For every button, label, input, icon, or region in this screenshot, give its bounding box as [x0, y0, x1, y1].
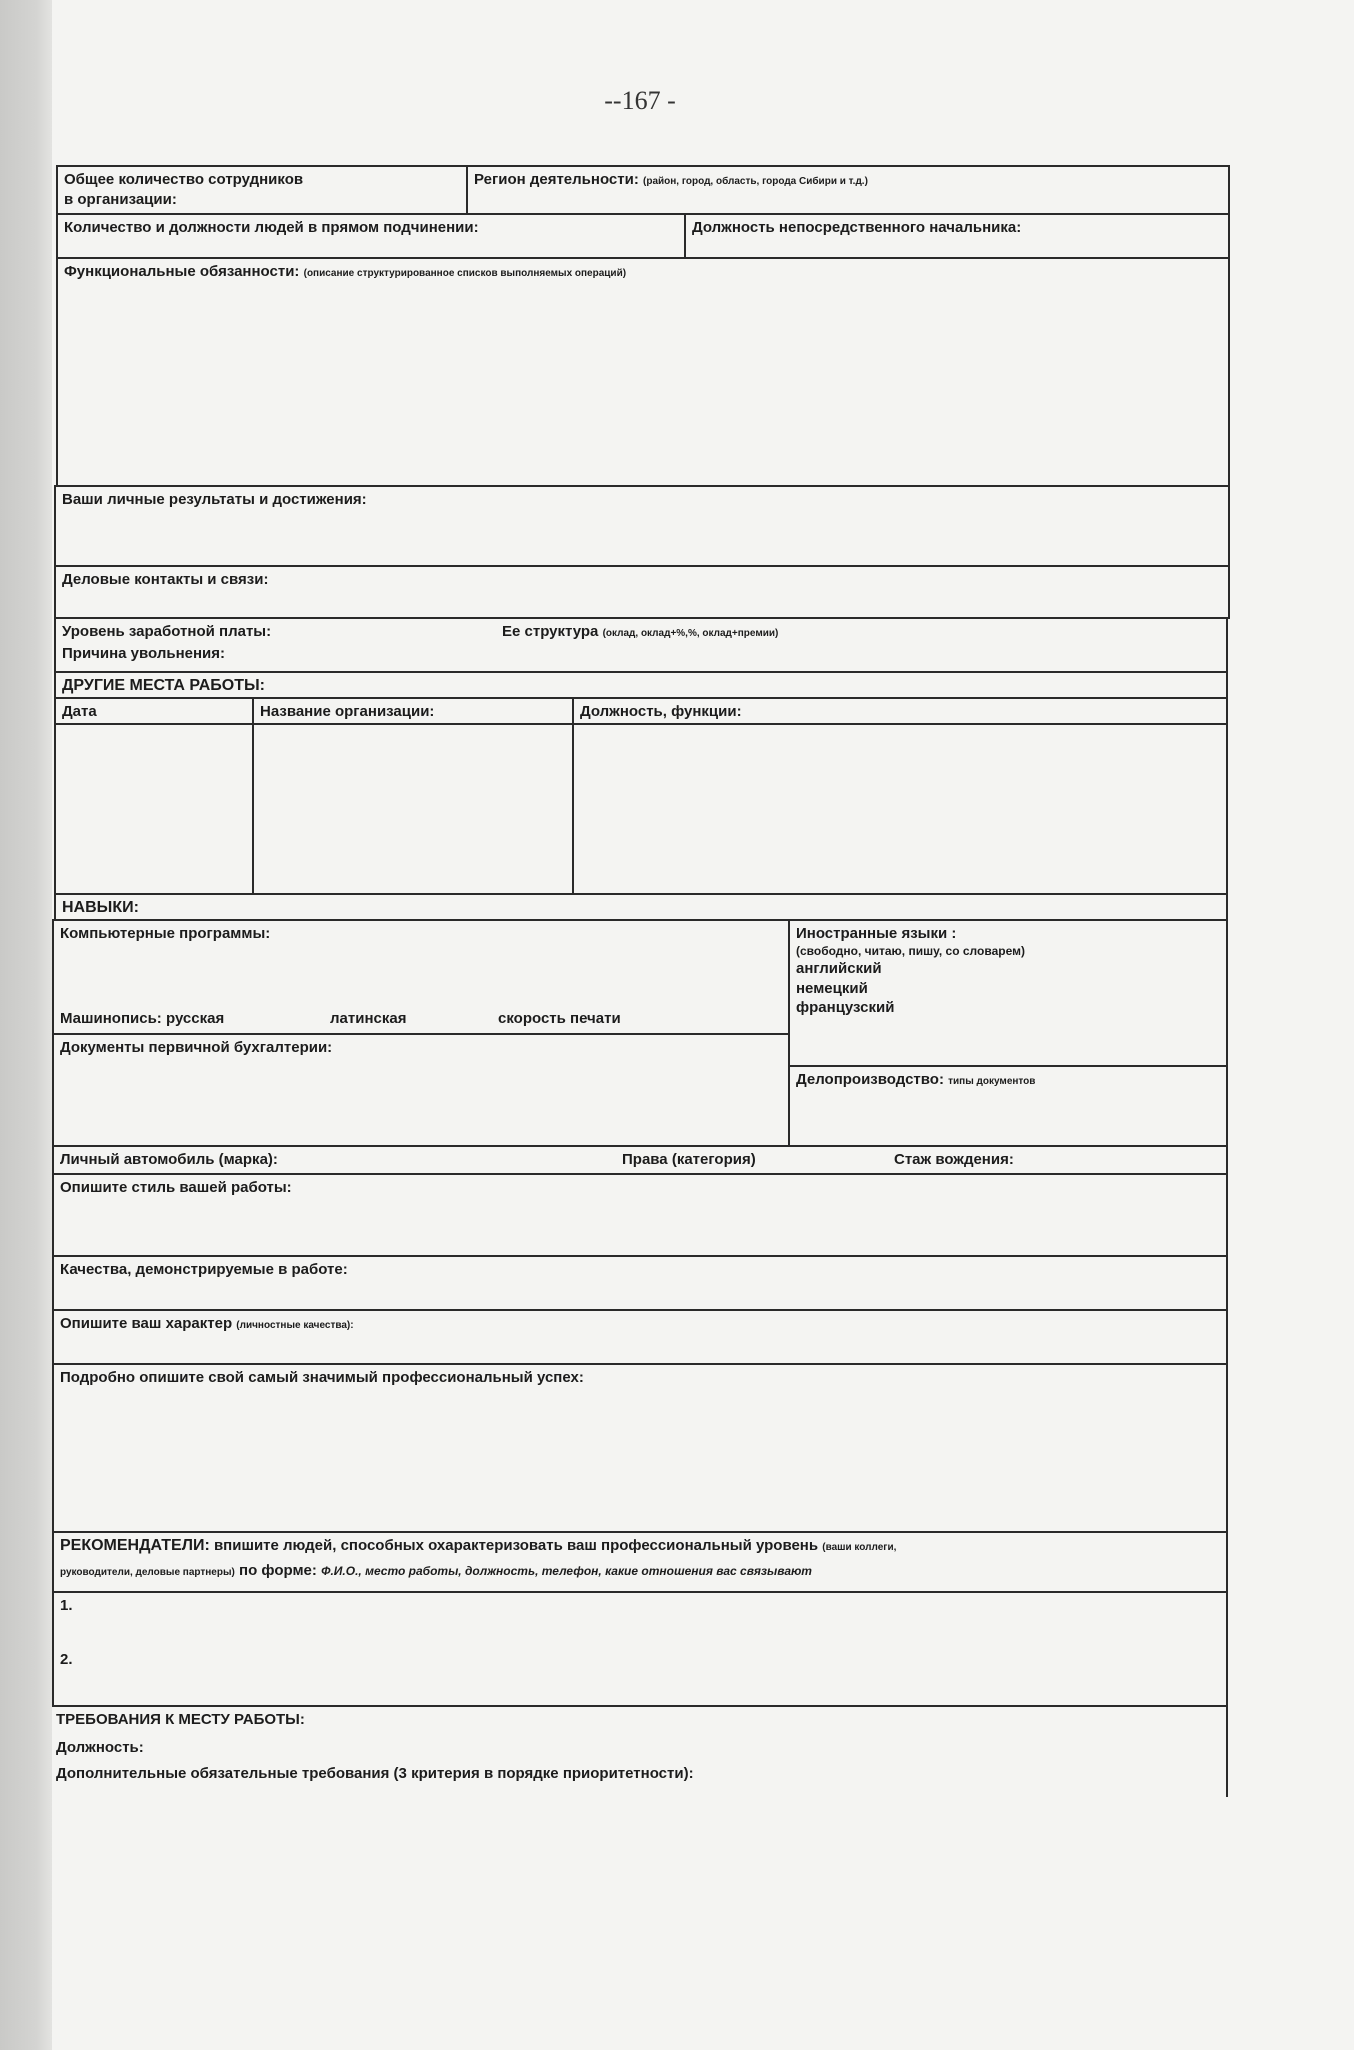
page-number: --167 - [604, 86, 676, 115]
driving-exp-label: Стаж вождения: [894, 1151, 1014, 1168]
col-date-header [54, 697, 254, 725]
reference-item-1: 1. [60, 1597, 73, 1614]
accounting-docs-field[interactable] [52, 1033, 790, 1147]
region-field[interactable] [466, 165, 1230, 215]
records-field[interactable] [788, 1065, 1228, 1147]
qualities-field[interactable] [52, 1255, 1228, 1311]
manager-position-field[interactable] [684, 213, 1230, 259]
references-list[interactable] [52, 1591, 1228, 1707]
skills-heading: НАВЫКИ: [54, 893, 1228, 921]
achievements-label: Ваши личные результаты и достижения: [62, 491, 367, 508]
scan-gutter [0, 0, 52, 2050]
requirements-top-border [52, 1705, 1228, 1707]
references-hint-1: (ваши коллеги, [822, 1542, 897, 1553]
col-org-label: Название организации: [260, 703, 435, 720]
subordinates-field[interactable] [56, 213, 686, 259]
languages-field[interactable] [788, 919, 1228, 1067]
requirements-right-border [1226, 1705, 1228, 1797]
employees-count-label-2: в организации: [64, 190, 177, 208]
dismissal-reason-label: Причина увольнения: [62, 645, 226, 662]
col-org-header [252, 697, 574, 725]
accounting-docs-label: Документы первичной бухгалтерии: [60, 1039, 333, 1056]
col-date-label: Дата [62, 703, 97, 720]
character-label: Опишите ваш характер [60, 1315, 233, 1332]
references-form-fields: Ф.И.О., место работы, должность, телефон, какие отношения вас связывают [321, 1563, 812, 1578]
car-row[interactable] [52, 1145, 1228, 1175]
other-job-position-cell[interactable] [572, 723, 1228, 895]
success-field[interactable] [52, 1363, 1228, 1533]
references-hint-2: руководители, деловые партнеры) [60, 1566, 235, 1578]
manager-position-label: Должность непосредственного начальника: [692, 219, 1022, 236]
req-position-label: Должность: [56, 1739, 144, 1756]
references-form-label: по форме: [239, 1561, 317, 1579]
contacts-label: Деловые контакты и связи: [62, 571, 269, 588]
region-hint: (район, город, область, города Сибири и т.д.) [643, 176, 868, 187]
references-heading: РЕКОМЕНДАТЕЛИ: [60, 1537, 210, 1554]
work-style-field[interactable] [52, 1173, 1228, 1257]
success-label: Подробно опишите свой самый значимый профессиональный успех: [60, 1369, 584, 1386]
work-style-label: Опишите стиль вашей работы: [60, 1179, 292, 1196]
typing-latin-label: латинская [330, 1010, 407, 1027]
character-hint: (личностные качества): [236, 1320, 354, 1331]
requirements-heading: ТРЕБОВАНИЯ К МЕСТУ РАБОТЫ: [56, 1711, 305, 1728]
employees-count-field[interactable] [56, 165, 468, 215]
car-label: Личный автомобиль (марка): [60, 1151, 278, 1168]
languages-label: Иностранные языки : [796, 925, 957, 942]
duties-label: Функциональные обязанности: [64, 263, 300, 280]
salary-structure-label: Ее структура [502, 623, 599, 640]
lang-german: немецкий [796, 979, 868, 997]
software-field[interactable] [52, 919, 790, 1035]
license-label: Права (категория) [622, 1151, 756, 1168]
achievements-field[interactable] [54, 485, 1230, 567]
records-hint: типы документов [948, 1076, 1036, 1087]
salary-label: Уровень заработной платы: [62, 623, 272, 640]
salary-block[interactable] [54, 617, 1228, 673]
other-job-date-cell[interactable] [54, 723, 254, 895]
languages-hint: (свободно, читаю, пишу, со словарем) [796, 943, 1025, 958]
character-field[interactable] [52, 1309, 1228, 1365]
typing-label: Машинопись: русская [60, 1010, 225, 1027]
references-header [52, 1531, 1228, 1593]
req-additional-label: Дополнительные обязательные требования (3 критерия в порядке приоритетности): [56, 1765, 694, 1782]
records-label: Делопроизводство: [796, 1071, 944, 1088]
typing-speed-label: скорость печати [498, 1010, 621, 1027]
col-position-label: Должность, функции: [580, 703, 742, 720]
other-jobs-heading: ДРУГИЕ МЕСТА РАБОТЫ: [54, 671, 1228, 699]
region-label: Регион деятельности: [474, 171, 639, 188]
contacts-field[interactable] [54, 565, 1230, 619]
lang-english: английский [796, 960, 882, 978]
employees-count-label: Общее количество сотрудников [64, 171, 304, 188]
reference-item-2: 2. [60, 1650, 73, 1668]
lang-french: французский [796, 999, 895, 1017]
salary-structure-hint: (оклад, оклад+%,%, оклад+премии) [602, 628, 779, 639]
duties-hint: (описание структурированное списков выполняемых операций) [303, 268, 627, 279]
references-text: впишите людей, способных охарактеризовать ваш профессиональный уровень [213, 1537, 819, 1554]
qualities-label: Качества, демонстрируемые в работе: [60, 1261, 348, 1278]
other-job-org-cell[interactable] [252, 723, 574, 895]
subordinates-label: Количество и должности людей в прямом подчинении: [64, 219, 479, 236]
software-label: Компьютерные программы: [60, 925, 271, 942]
col-position-header [572, 697, 1228, 725]
duties-field[interactable] [56, 257, 1230, 487]
questionnaire-form [52, 165, 1232, 1875]
